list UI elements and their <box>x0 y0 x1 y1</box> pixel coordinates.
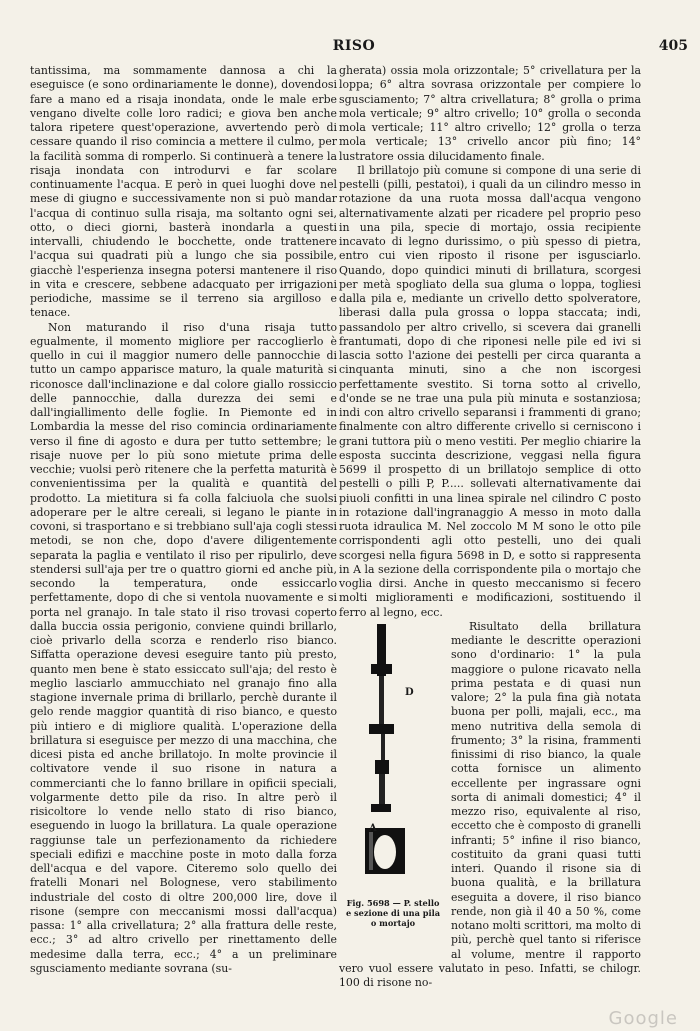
paragraph: Il brillatojo più comune si compone di una serie di pestelli (pilli, pestatoi), i quali da un cilindro messo in rotazione da una ruota mossa dall'acqua vengono alternativamente alzati per ricadere pel proprio peso in una pila, specie di mortajo, ossia recipiente incavato di legno durissimo, o più spesso di pietra, entro cui vien riposto il risone per isgusciarlo. Quando, dopo quindici minuti di brillatura, scorgesi per metà spogliato della sua gluma o loppa, togliesi dalla pila e, mediante un crivello detto spolveratore, liberasi dalla pula grossa o loppa staccata; indi, passandolo per altro crivello, si scevera dai granelli frantumati, dopo di che riponesi nelle pile ed ivi si lascia sotto l'azione dei pestelli per circa quaranta a cinquanta minuti, sino a che non iscorgesi perfettamente svestito. Si torna sotto al crivello, d'onde se ne trae una pula più minuta e sostanziosa; indi con altro crivello separansi i frammenti di grano; finalmente con altro differente crivello si cerniscono i grani tuttora più o meno vestiti. Per meglio chiarire la esposta succinta descrizione, veggasi nella figura 5699 il prospetto di un brillatojo semplice di otto pestelli o pilli P, P..... sollevati alternativamente dai piuoli confitti in una linea spirale nel cilindro C posto in rotazione dall'ingranaggio A messo in moto dalla ruota idraulica M. Nel zoccolo M M sono le otto pile corrispondenti agli otto pestelli, uno dei quali scorgesi nella figura 5698 in D, e sotto si rappresenta in A la sezione della corrispondente pila o mortajo che voglia dirsi. Anche in questo meccanismo si fecero molti miglioramenti e modificazioni, sostituendo il ferro al legno, ecc. <box>339 163 641 619</box>
left-column <box>30 64 337 976</box>
page-number: 405 <box>658 38 688 54</box>
paragraph: Non maturando il riso d'una risaja tutto egualmente, il momento migliore per raccoglierlo è quello in cui il maggior numero delle pannocchie di tutto un campo apparisce maturo, la quale maturità si riconosce dall'inclinazione e dal colore giallo rossiccio delle pannocchie, dalla durezza dei semi e dall'ingiallimento delle foglie. In Piemonte ed in Lombardia la messe del riso comincia ordinariamente verso il fine di agosto e dura per tutto settembre; le risaje nuove per lo più sono mietute prima delle vecchie; vuolsi però ritenere che la perfetta maturità è convenientissima per la qualità e quantità del prodotto. La mietitura si fa colla falciuola che suolsi adoperare per le altre cereali, si legano le piante in covoni, si trasportano e si trebbiano sull'aja cogli stessi metodi, se non che, dopo d'avere diligentemente separata la paglia e ventilato il riso per ripulirlo, deve stendersi sull'aja per tre o quattro giorni ed anche più, secondo la temperatura, onde essiccarlo perfettamente, dopo di che si ventola nuovamente e si porta nel granajo. In tale stato il riso trovasi coperto dalla buccia ossia perigonio, conviene quindi brillarlo, cioè privarlo della scorza e renderlo riso bianco. Siffatta operazione devesi eseguire tanto più presto, quanto men bene è stato essiccato sull'aja; del resto è meglio lasciarlo ammucchiato nel granajo fino alla stagione invernale prima di brillarlo, perchè durante il gelo rende maggior quantità di riso bianco, e questo più intiero e di migliore qualità. L'operazione della brillatura si eseguisce per mezzo di una macchina, che dicesi pista ed anche brillatojo. In molte provincie il coltivatore vende il suo risone in natura a commercianti che lo fanno brillare in opificii speciali, volgarmente detto pile da riso. In altre però il risicoltore lo vende nello stato di riso bianco, eseguendo in luogo la brillatura. La quale operazione raggiunse tale un perfezionamento da richiedere speciali edifizi e macchine poste in moto dalla forza dell'acqua e del vapore. Citeremo solo quello dei fratelli Monari nel Bolognese, vero stabilimento industriale del costo di oltre 200,000 lire, dove il risone (sempre con meccanismi mossi dall'acqua) passa: 1° alla crivellatura; 2° alla frattura delle reste, ecc.; 3° ad altro crivello per rinettamento delle medesime dalla terra, ecc.; 4° a un preliminare sgusciamento mediante sovrana (su- <box>30 320 337 975</box>
caption-line: Fig. 5698 — P. stello <box>346 897 440 908</box>
page-header <box>20 38 688 58</box>
figure-5698 <box>339 620 445 962</box>
paragraph: gherata) ossia mola orizzontale; 5° crivellatura per la loppa; 6° altra sovrasa orizzontale per compiere lo sgusciamento; 7° altra crivellatura; 8° grolla o prima mola verticale; 9° altro crivello; 10° grolla o seconda mola verticale; 11° altro crivello; 12° grolla o terza mola verticale; 13° crivello ancor più fino; 14° lustratore ossia dilucidamento finale. <box>339 64 641 163</box>
running-title: RISO <box>332 38 376 54</box>
caption-line: o mortajo <box>370 917 416 928</box>
figure-label-a: A <box>369 822 377 834</box>
right-column <box>339 64 641 990</box>
pestle-illustration <box>341 620 441 895</box>
paragraph: Risultato della brillatura mediante le descritte operazioni sono d'ordinario: 1° la pula maggiore o pulone ricavato nella prima pestata e di quasi nun valore; 2° la pula fina già notata buona per polli, majali, ecc., ma meno nutritiva della semola di frumento; 3° la risina, frammenti finissimi di riso bianco, la quale cotta fornisce un alimento eccellente per ingrassare ogni sorta di animali domestici; 4° il mezzo riso, equivalente al riso, eccetto che è composto di granelli infranti; 5° infine il riso bianco, costituito da grani quasi tutti interi. Quando il risone sia di buona qualità, e la brillatura eseguita a dovere, il riso bianco rende, non già il 40 a 50 %, come notano molti scrittori, ma molto di più, perchè quel tanto si riferisce al volume, mentre il rapporto vero vuol essere valutato in peso. Infatti, se chilogr. 100 di risone no- <box>339 619 641 989</box>
caption-line: e sezione di una pila <box>345 907 441 918</box>
watermark-text: Google <box>608 1008 678 1029</box>
paragraph: tantissima, ma sommamente dannosa a chi la eseguisce (e sono ordinariamente le donne), dovendosi fare a mano ed a risaja inondata, onde le male erbe vengano divelte colle loro radici; e giova ben anche talora ripetere quest'operazione, avvertendo però di cessare quando il riso comincia a mettere il culmo, per la facilità somma di romperlo. Si continuerà a tenere la risaja inondata con introdurvi e far scolare continuamente l'acqua. E però in quei luoghi dove nel mese di giugno e successivamente non si può mandar l'acqua di continuo sulla risaja, ma soltanto ogni sei, otto, o dieci giorni, basterà inondarla a questi intervalli, chiudendo le bocchette, onde trattenere l'acqua sui quadrati più a lungo che sia possibile, giacchè l'esperienza insegna potersi mantenere il riso in vita e crescere, sebbene adacquato per irrigazioni periodiche, massime se il terreno sia argilloso e tenace. <box>30 64 337 320</box>
figure-label-d: D <box>405 686 414 698</box>
figure-caption <box>339 898 447 928</box>
